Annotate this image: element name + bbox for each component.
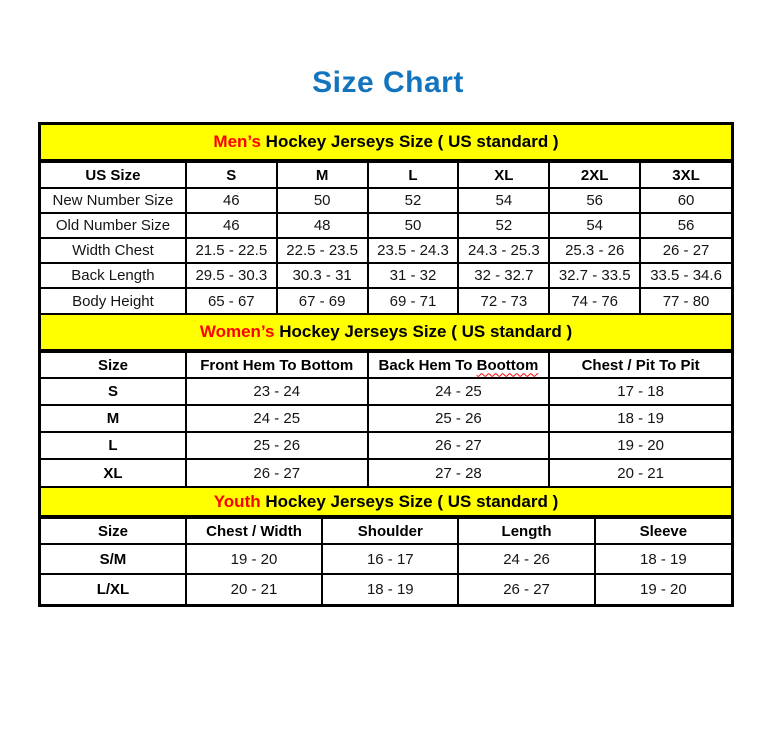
value-cell: 20 - 21	[186, 574, 322, 604]
mens-band-highlight: Men’s	[213, 132, 261, 151]
value-cell: 31 - 32	[368, 263, 459, 288]
youth-size-table	[41, 517, 731, 604]
value-cell: 74 - 76	[549, 288, 640, 313]
column-header: Size	[41, 352, 186, 378]
column-header: Shoulder	[322, 518, 458, 544]
value-cell: 26 - 27	[368, 432, 550, 459]
value-cell: 48	[277, 213, 368, 238]
value-cell: 23.5 - 24.3	[368, 238, 459, 263]
value-cell: 26 - 27	[186, 459, 368, 486]
column-header: Length	[458, 518, 594, 544]
table-row	[41, 405, 731, 432]
column-header: XL	[458, 162, 549, 188]
value-cell: 32.7 - 33.5	[549, 263, 640, 288]
youth-band-text: Hockey Jerseys Size ( US standard )	[260, 491, 559, 511]
row-label: Old Number Size	[41, 213, 186, 238]
value-cell: 24 - 25	[186, 405, 368, 432]
value-cell: 18 - 19	[322, 574, 458, 604]
value-cell: 69 - 71	[368, 288, 459, 313]
value-cell: 24 - 26	[458, 544, 594, 574]
column-header: S	[186, 162, 277, 188]
column-header: L	[368, 162, 459, 188]
column-header: US Size	[41, 162, 186, 188]
column-header: 2XL	[549, 162, 640, 188]
value-cell: 27 - 28	[368, 459, 550, 486]
value-cell: 54	[549, 213, 640, 238]
value-cell: 50	[368, 213, 459, 238]
mens-size-table	[41, 161, 731, 313]
row-label: New Number Size	[41, 188, 186, 213]
row-label: XL	[41, 459, 186, 486]
mens-section	[41, 125, 731, 313]
column-header-row	[41, 352, 731, 378]
value-cell: 25.3 - 26	[549, 238, 640, 263]
value-cell: 29.5 - 30.3	[186, 263, 277, 288]
value-cell: 30.3 - 31	[277, 263, 368, 288]
value-cell: 24 - 25	[368, 378, 550, 405]
table-row	[41, 432, 731, 459]
value-cell: 16 - 17	[322, 544, 458, 574]
value-cell: 17 - 18	[549, 378, 731, 405]
table-row	[41, 263, 731, 288]
value-cell: 56	[640, 213, 731, 238]
table-row	[41, 238, 731, 263]
column-header: Front Hem To Bottom	[186, 352, 368, 378]
misspelled-word: Boottom	[476, 356, 539, 374]
value-cell: 26 - 27	[640, 238, 731, 263]
column-header: Chest / Pit To Pit	[549, 352, 731, 378]
value-cell: 52	[458, 213, 549, 238]
value-cell: 18 - 19	[549, 405, 731, 432]
row-label: L	[41, 432, 186, 459]
row-label: S	[41, 378, 186, 405]
column-header-row	[41, 162, 731, 188]
column-header-row	[41, 518, 731, 544]
value-cell: 19 - 20	[595, 574, 731, 604]
value-cell: 52	[368, 188, 459, 213]
value-cell: 21.5 - 22.5	[186, 238, 277, 263]
row-label: M	[41, 405, 186, 432]
value-cell: 24.3 - 25.3	[458, 238, 549, 263]
value-cell: 50	[277, 188, 368, 213]
row-label: S/M	[41, 544, 186, 574]
womens-band-highlight: Women’s	[199, 322, 275, 341]
value-cell: 72 - 73	[458, 288, 549, 313]
womens-section-band	[41, 313, 731, 351]
youth-section	[41, 486, 731, 604]
value-cell: 25 - 26	[368, 405, 550, 432]
table-row	[41, 288, 731, 313]
youth-band-highlight: Youth	[213, 491, 261, 511]
value-cell: 25 - 26	[186, 432, 368, 459]
value-cell: 18 - 19	[595, 544, 731, 574]
table-row	[41, 574, 731, 604]
value-cell: 65 - 67	[186, 288, 277, 313]
mens-band-text: Hockey Jerseys Size ( US standard )	[260, 132, 559, 151]
value-cell: 22.5 - 23.5	[277, 238, 368, 263]
value-cell: 19 - 20	[549, 432, 731, 459]
value-cell: 46	[186, 188, 277, 213]
value-cell: 19 - 20	[186, 544, 322, 574]
value-cell: 54	[458, 188, 549, 213]
column-header: 3XL	[640, 162, 731, 188]
value-cell: 26 - 27	[458, 574, 594, 604]
womens-band-text: Hockey Jerseys Size ( US standard )	[274, 322, 573, 341]
table-row	[41, 213, 731, 238]
page-title: Size Chart	[312, 66, 464, 99]
womens-section	[41, 313, 731, 486]
column-header: M	[277, 162, 368, 188]
value-cell: 32 - 32.7	[458, 263, 549, 288]
value-cell: 67 - 69	[277, 288, 368, 313]
column-header: Size	[41, 518, 186, 544]
youth-section-band	[41, 486, 731, 517]
table-row	[41, 459, 731, 486]
value-cell: 60	[640, 188, 731, 213]
table-row	[41, 544, 731, 574]
value-cell: 20 - 21	[549, 459, 731, 486]
column-header: Back Hem To Boottom	[368, 352, 550, 378]
row-label: Width Chest	[41, 238, 186, 263]
value-cell: 33.5 - 34.6	[640, 263, 731, 288]
table-row	[41, 378, 731, 405]
row-label: Body Height	[41, 288, 186, 313]
mens-section-band	[41, 125, 731, 161]
column-header: Chest / Width	[186, 518, 322, 544]
size-chart-table	[38, 122, 734, 607]
value-cell: 46	[186, 213, 277, 238]
womens-size-table	[41, 351, 731, 486]
row-label: Back Length	[41, 263, 186, 288]
table-row	[41, 188, 731, 213]
value-cell: 23 - 24	[186, 378, 368, 405]
value-cell: 56	[549, 188, 640, 213]
column-header: Sleeve	[595, 518, 731, 544]
row-label: L/XL	[41, 574, 186, 604]
value-cell: 77 - 80	[640, 288, 731, 313]
